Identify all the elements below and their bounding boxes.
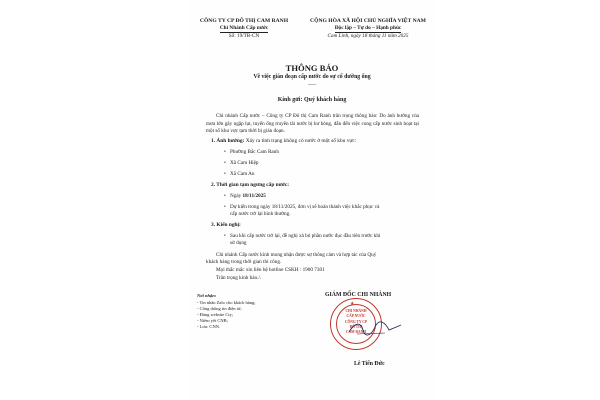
- place-date: Cam Linh, ngày 18 tháng 11 năm 2025: [327, 33, 409, 40]
- greeting: Kính gửi: Quý khách hàng: [277, 97, 347, 103]
- stamp-text: ĐÔ THỊ: [349, 325, 363, 329]
- thanks-text: Trân trọng kính báo./.: [216, 275, 262, 281]
- stamp-text: CÔNG TY CP: [344, 320, 368, 324]
- expected-restore-line2: cấp nước trở lại bình thường.: [230, 211, 291, 217]
- recipient-item: - Niêm yết CNB;: [197, 318, 228, 323]
- handwritten-signature: [345, 318, 405, 338]
- area-item: • Xã Cam Hiệp: [230, 161, 259, 166]
- closing-line1: Chi nhánh Cấp nước kính mong nhận được sự thông cảm và hợp tác của Quý: [216, 252, 377, 258]
- recipient-item: - Cổng thông tin điện tử;: [197, 306, 242, 311]
- nation-name: CỘNG HÒA XÃ HỘI CHỦ NGHĨA VIỆT NAM: [310, 18, 426, 24]
- header-right: [294, 19, 442, 39]
- section-3-heading: 3. Kiến nghị:: [211, 222, 241, 228]
- document-sheet: [188, 0, 436, 400]
- stop-date-value: 18/11/2025: [242, 193, 266, 199]
- stamp-star-icon: ★: [350, 302, 355, 307]
- area-item: • Xã Cam An: [230, 172, 255, 177]
- company-name: CÔNG TY CP ĐÔ THỊ CAM RANH: [199, 18, 289, 24]
- stamp-text: CAM RANH: [345, 330, 367, 334]
- recipient-item: - Tin nhắn Zalo cho khách hàng;: [197, 300, 256, 305]
- recipient-item: - Lưu: CNN.: [197, 324, 221, 329]
- expected-restore-line1: • Dự kiến trong ngày 18/11/2025, đơn vị sẽ hoàn thành việc khắc phục và: [230, 205, 379, 210]
- stamp-text: CẤP NƯỚC: [346, 314, 366, 318]
- stamp-text: CHI NHÁNH: [345, 309, 367, 313]
- national-motto: Độc lập – Tự do – Hạnh phúc: [334, 25, 402, 32]
- stop-date: • Ngày 18/11/2025: [230, 194, 266, 199]
- section-2-heading: 2. Thời gian tạm ngưng cấp nước:: [211, 182, 290, 188]
- closing-line2: khách hàng trong thời gian thi công.: [206, 259, 282, 265]
- branch-name: Chi Nhánh Cấp nước: [219, 25, 269, 32]
- section-1-text: Xảy ra tình trạng không có nước ở một số khu vực:: [245, 138, 357, 144]
- signer-name: Lê Tiến Đức: [354, 361, 385, 367]
- recommendation-line1: • Sau khi cấp nước trở lại, đề nghị xả bỏ phần nước đục đầu tiên trước khi: [230, 234, 380, 239]
- area-item: • Phường Bắc Cam Ranh: [230, 150, 279, 155]
- document-title: THÔNG BÁO: [285, 63, 339, 73]
- recipient-item: - Đăng website Cty;: [197, 312, 234, 317]
- recommendation-line2: sử dụng: [230, 240, 247, 246]
- header-left: [192, 19, 296, 39]
- hotline-text: Mọi thắc mắc xin liên hệ hotline CSKH : 1900 7301: [216, 267, 325, 273]
- section-1-heading: 1. Ảnh hưởng: Xảy ra tình trạng không có nước ở một số khu vực:: [211, 138, 357, 144]
- intro-paragraph: Chi nhánh Cấp nước – Công ty CP Đô thị Cam Ranh trân trọng thông báo: Do ảnh hưởng của mưa lớn gây ngập lụt, tuyến ống truyền tải nước bị hư hỏng, dẫn đến việc cung cấp nước sinh hoạt tại một số khu vực tạm thời bị gián đoạn.: [206, 113, 419, 135]
- title-divider: --------: [307, 82, 317, 87]
- recipients-heading: Nơi nhận:: [197, 293, 217, 298]
- document-number: Số: 19/TB-CN: [228, 33, 260, 40]
- document-subject: Về việc gián đoạn cấp nước do sự cố đường ống: [253, 74, 371, 80]
- signer-title: GIÁM ĐỐC CHI NHÁNH: [325, 292, 392, 298]
